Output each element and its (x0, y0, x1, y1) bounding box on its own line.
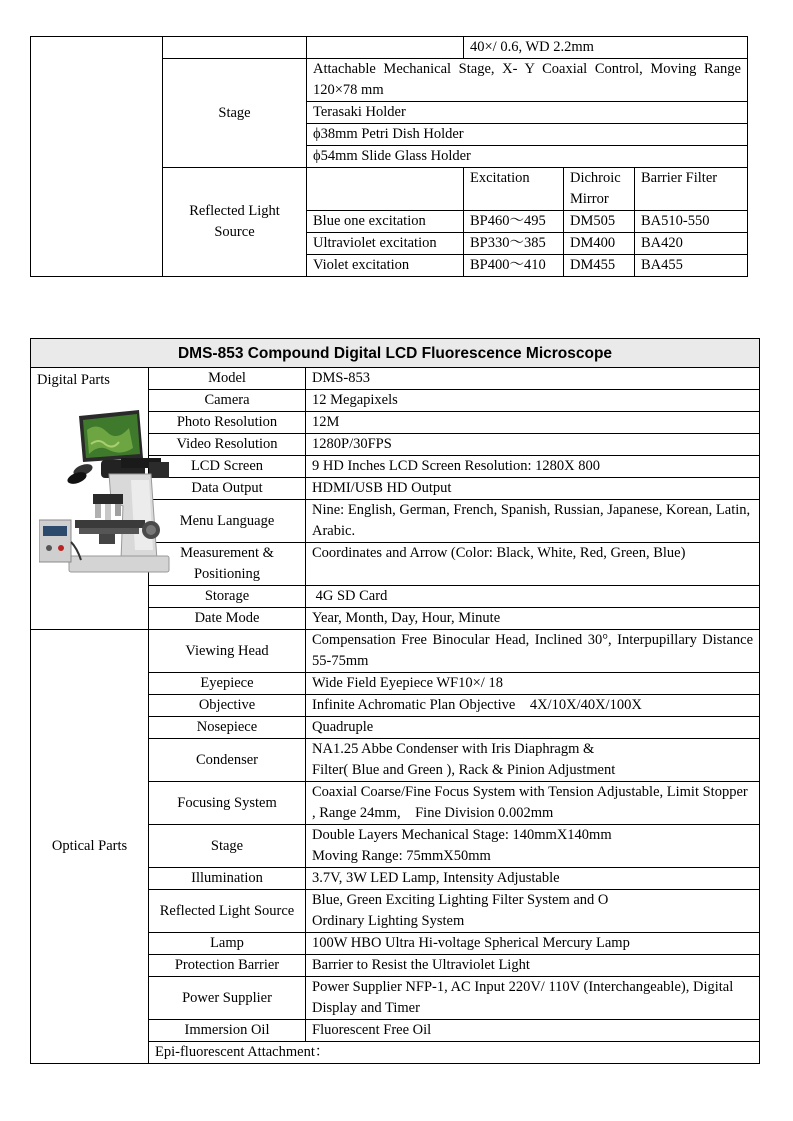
spec-key: Menu Language (149, 500, 306, 543)
spec-value: 9 HD Inches LCD Screen Resolution: 1280X 800 (306, 456, 760, 478)
spec-value: Barrier to Resist the Ultraviolet Light (306, 955, 760, 977)
spec-value: Year, Month, Day, Hour, Minute (306, 608, 760, 630)
lcd-screen-icon (79, 410, 143, 462)
dichroic-mirror: DM400 (564, 233, 635, 255)
spec-key: Nosepiece (149, 717, 306, 739)
digital-parts-label: Digital Parts (37, 372, 110, 388)
barrier-filter: BA455 (635, 255, 748, 277)
excitation-bp: BP400～410 (464, 255, 564, 277)
spec-key: Reflected Light Source (149, 890, 306, 933)
dichroic-mirror: DM455 (564, 255, 635, 277)
spec-value: 4G SD Card (306, 586, 760, 608)
spec-key: Protection Barrier (149, 955, 306, 977)
spec-key: Video Resolution (149, 434, 306, 456)
dms853-spec-table (30, 338, 760, 1064)
dichroic-mirror: DM505 (564, 211, 635, 233)
spec-key: Stage (149, 825, 306, 868)
spec-value: Wide Field Eyepiece WF10×/ 18 (306, 673, 760, 695)
spec-key: Storage (149, 586, 306, 608)
spec-value: 100W HBO Ultra Hi-voltage Spherical Mercury Lamp (306, 933, 760, 955)
spec-value: Nine: English, German, French, Spanish, Russian, Japanese, Korean, Latin, Arabic. (306, 500, 760, 543)
spec-value: 3.7V, 3W LED Lamp, Intensity Adjustable (306, 868, 760, 890)
spec-key: Focusing System (149, 782, 306, 825)
spec-value: 1280P/30FPS (306, 434, 760, 456)
barrier-filter: BA510-550 (635, 211, 748, 233)
stage-label: Stage (163, 59, 307, 168)
spec-value: 12M (306, 412, 760, 434)
reflected-header: Dichroic Mirror (564, 168, 635, 211)
reflected-header: Barrier Filter (635, 168, 748, 211)
spec-value: Blue, Green Exciting Lighting Filter System and O Ordinary Lighting System (306, 890, 760, 933)
barrier-filter: BA420 (635, 233, 748, 255)
stage-spec: Terasaki Holder (307, 102, 748, 124)
excitation-name: Violet excitation (307, 255, 464, 277)
spec-key: LCD Screen (149, 456, 306, 478)
spec-value: Double Layers Mechanical Stage: 140mmX140mm Moving Range: 75mmX50mm (306, 825, 760, 868)
spec-key: Data Output (149, 478, 306, 500)
spec-key: Objective (149, 695, 306, 717)
reflected-light-label: Reflected Light Source (163, 168, 307, 277)
excitation-bp: BP460～495 (464, 211, 564, 233)
excitation-bp: BP330～385 (464, 233, 564, 255)
reflected-header-blank (307, 168, 464, 211)
spec-value: Fluorescent Free Oil (306, 1020, 760, 1042)
spec-value: Infinite Achromatic Plan Objective 4X/10X/40X/100X (306, 695, 760, 717)
table-title: DMS-853 Compound Digital LCD Fluorescence Microscope (31, 339, 760, 368)
upper-left-blank (31, 37, 163, 277)
digital-parts-cell (31, 368, 149, 630)
spec-key: Model (149, 368, 306, 390)
upper-blank-cell (163, 37, 307, 59)
stage-spec: Attachable Mechanical Stage, X- Y Coaxial Control, Moving Range 120×78 mm (307, 59, 748, 102)
upper-spec-table (30, 36, 748, 277)
spec-key: Viewing Head (149, 630, 306, 673)
objective-spec: 40×/ 0.6, WD 2.2mm (464, 37, 748, 59)
excitation-name: Blue one excitation (307, 211, 464, 233)
microscope-image (39, 410, 185, 578)
spec-key: Eyepiece (149, 673, 306, 695)
spec-value: Coaxial Coarse/Fine Focus System with Tension Adjustable, Limit Stopper , Range 24mm, Fine Division 0.002mm (306, 782, 760, 825)
spec-key: Illumination (149, 868, 306, 890)
spec-value: 12 Megapixels (306, 390, 760, 412)
upper-blank-cell (307, 37, 464, 59)
stage-spec: ϕ54mm Slide Glass Holder (307, 146, 748, 168)
spec-key: Lamp (149, 933, 306, 955)
excitation-name: Ultraviolet excitation (307, 233, 464, 255)
spec-value: NA1.25 Abbe Condenser with Iris Diaphragm & Filter( Blue and Green ), Rack & Pinion Adjustment (306, 739, 760, 782)
spec-value: Power Supplier NFP-1, AC Input 220V/ 110V (Interchangeable), Digital Display and Timer (306, 977, 760, 1020)
spec-key: Power Supplier (149, 977, 306, 1020)
spec-value: Coordinates and Arrow (Color: Black, White, Red, Green, Blue) (306, 543, 760, 586)
optical-parts-label: Optical Parts (31, 630, 149, 1064)
epi-fluorescent-attachment-heading: Epi-fluorescent Attachment： (149, 1042, 760, 1064)
spec-key: Photo Resolution (149, 412, 306, 434)
spec-key: Measurement & Positioning (149, 543, 306, 586)
spec-key: Immersion Oil (149, 1020, 306, 1042)
spec-value: HDMI/USB HD Output (306, 478, 760, 500)
spec-value: Quadruple (306, 717, 760, 739)
reflected-header: Excitation (464, 168, 564, 211)
spec-key: Condenser (149, 739, 306, 782)
spec-value: DMS-853 (306, 368, 760, 390)
spec-value: Compensation Free Binocular Head, Inclined 30°, Interpupillary Distance 55-75mm (306, 630, 760, 673)
spec-key: Camera (149, 390, 306, 412)
spec-key: Date Mode (149, 608, 306, 630)
stage-spec: ϕ38mm Petri Dish Holder (307, 124, 748, 146)
